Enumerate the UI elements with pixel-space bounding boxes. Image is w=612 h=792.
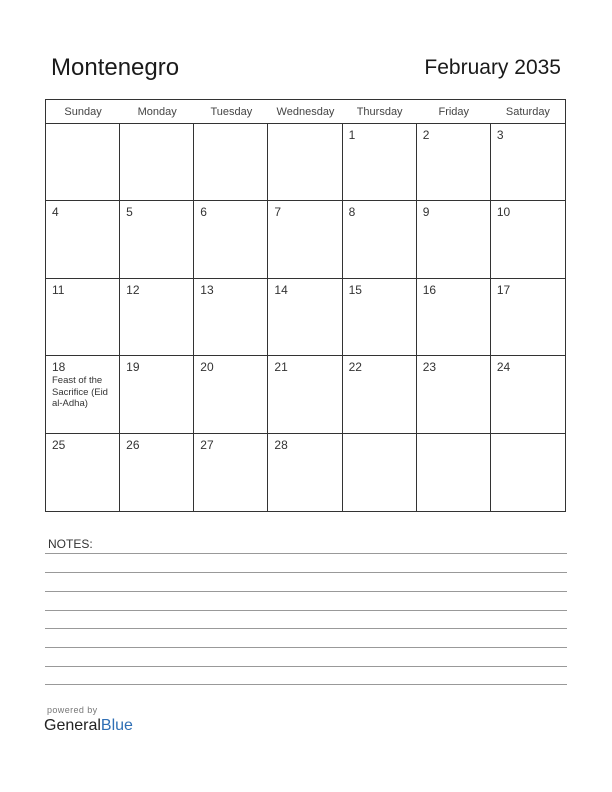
day-cell: [268, 124, 342, 201]
day-number: 12: [126, 282, 140, 297]
day-number: 15: [348, 282, 362, 297]
day-cell: [194, 356, 268, 433]
day-cell: [194, 434, 268, 511]
notes-line: [45, 610, 567, 611]
day-cell: [46, 201, 120, 278]
day-cell: [194, 201, 268, 278]
notes-line: [45, 684, 567, 685]
day-number: 2: [422, 128, 430, 142]
day-number: 7: [274, 205, 282, 220]
day-cell: [417, 356, 491, 433]
day-number: 22: [348, 360, 362, 375]
notes-line: [45, 591, 567, 592]
day-cell: [491, 434, 565, 511]
holiday-label: Feast of the Sacrifice (Eid al-Adha): [52, 375, 108, 410]
brand-name-general: General: [44, 717, 101, 734]
day-cell: [417, 434, 491, 511]
day-number: 8: [348, 205, 356, 220]
day-cell: [120, 124, 194, 201]
day-cell: [343, 124, 417, 201]
day-cell: [491, 124, 565, 201]
day-cell: [268, 434, 342, 511]
powered-by-text: powered by: [47, 705, 98, 715]
day-number: 24: [496, 360, 511, 375]
day-number: 21: [274, 360, 288, 375]
day-number: 4: [52, 205, 59, 220]
day-cell: [491, 356, 565, 433]
weekday-header-saturday: Saturday: [491, 100, 565, 124]
day-number: 27: [200, 437, 214, 452]
day-cell: [268, 279, 342, 356]
day-cell: [343, 201, 417, 278]
notes-line: [45, 647, 567, 648]
day-number: 10: [496, 205, 511, 220]
notes-line: [45, 553, 567, 554]
day-cell: [120, 356, 194, 433]
day-number: 17: [496, 282, 511, 297]
day-cell: [46, 434, 120, 511]
day-number: 18: [52, 360, 66, 375]
day-number: 1: [348, 128, 356, 142]
brand-name-blue: Blue: [100, 717, 133, 734]
day-cell: [417, 124, 491, 201]
day-number: 19: [126, 360, 140, 375]
month-year-title: February 2035: [424, 56, 561, 79]
day-number: 13: [200, 282, 214, 297]
weekday-header-thursday: Thursday: [343, 100, 417, 124]
day-cell: [268, 356, 342, 433]
day-number: 5: [126, 205, 133, 220]
day-cell: [46, 124, 120, 201]
day-cell: [268, 201, 342, 278]
day-cell: [343, 434, 417, 511]
calendar-grid: [45, 99, 566, 512]
day-number: 11: [52, 282, 65, 297]
day-number: 6: [200, 205, 207, 220]
weekday-header-tuesday: Tuesday: [194, 100, 268, 124]
day-number: 20: [200, 360, 214, 375]
day-cell: [194, 124, 268, 201]
day-number: 9: [422, 205, 430, 220]
day-number: 16: [422, 282, 437, 297]
country-title: Montenegro: [51, 54, 180, 81]
day-number: 23: [422, 360, 437, 375]
day-number: 28: [274, 437, 288, 452]
day-cell: [343, 279, 417, 356]
day-cell: [120, 201, 194, 278]
day-number: 26: [126, 437, 140, 452]
notes-line: [45, 666, 567, 667]
weekday-header-sunday: Sunday: [46, 100, 120, 124]
day-cell: [491, 279, 565, 356]
day-cell: [417, 201, 491, 278]
day-cell: [46, 356, 120, 433]
day-cell: [194, 279, 268, 356]
day-cell: [120, 279, 194, 356]
day-number: 14: [274, 282, 288, 297]
notes-label: NOTES:: [48, 537, 93, 551]
weekday-header-friday: Friday: [417, 100, 491, 124]
brand-logo: [44, 717, 133, 735]
day-cell: [417, 279, 491, 356]
day-cell: [343, 356, 417, 433]
weekday-header-monday: Monday: [120, 100, 194, 124]
day-cell: [46, 279, 120, 356]
day-number: 25: [52, 437, 66, 452]
notes-line: [45, 628, 567, 629]
weekday-header-wednesday: Wednesday: [268, 100, 342, 124]
day-number: 3: [496, 128, 504, 142]
day-cell: [120, 434, 194, 511]
notes-line: [45, 572, 567, 573]
day-cell: [491, 201, 565, 278]
